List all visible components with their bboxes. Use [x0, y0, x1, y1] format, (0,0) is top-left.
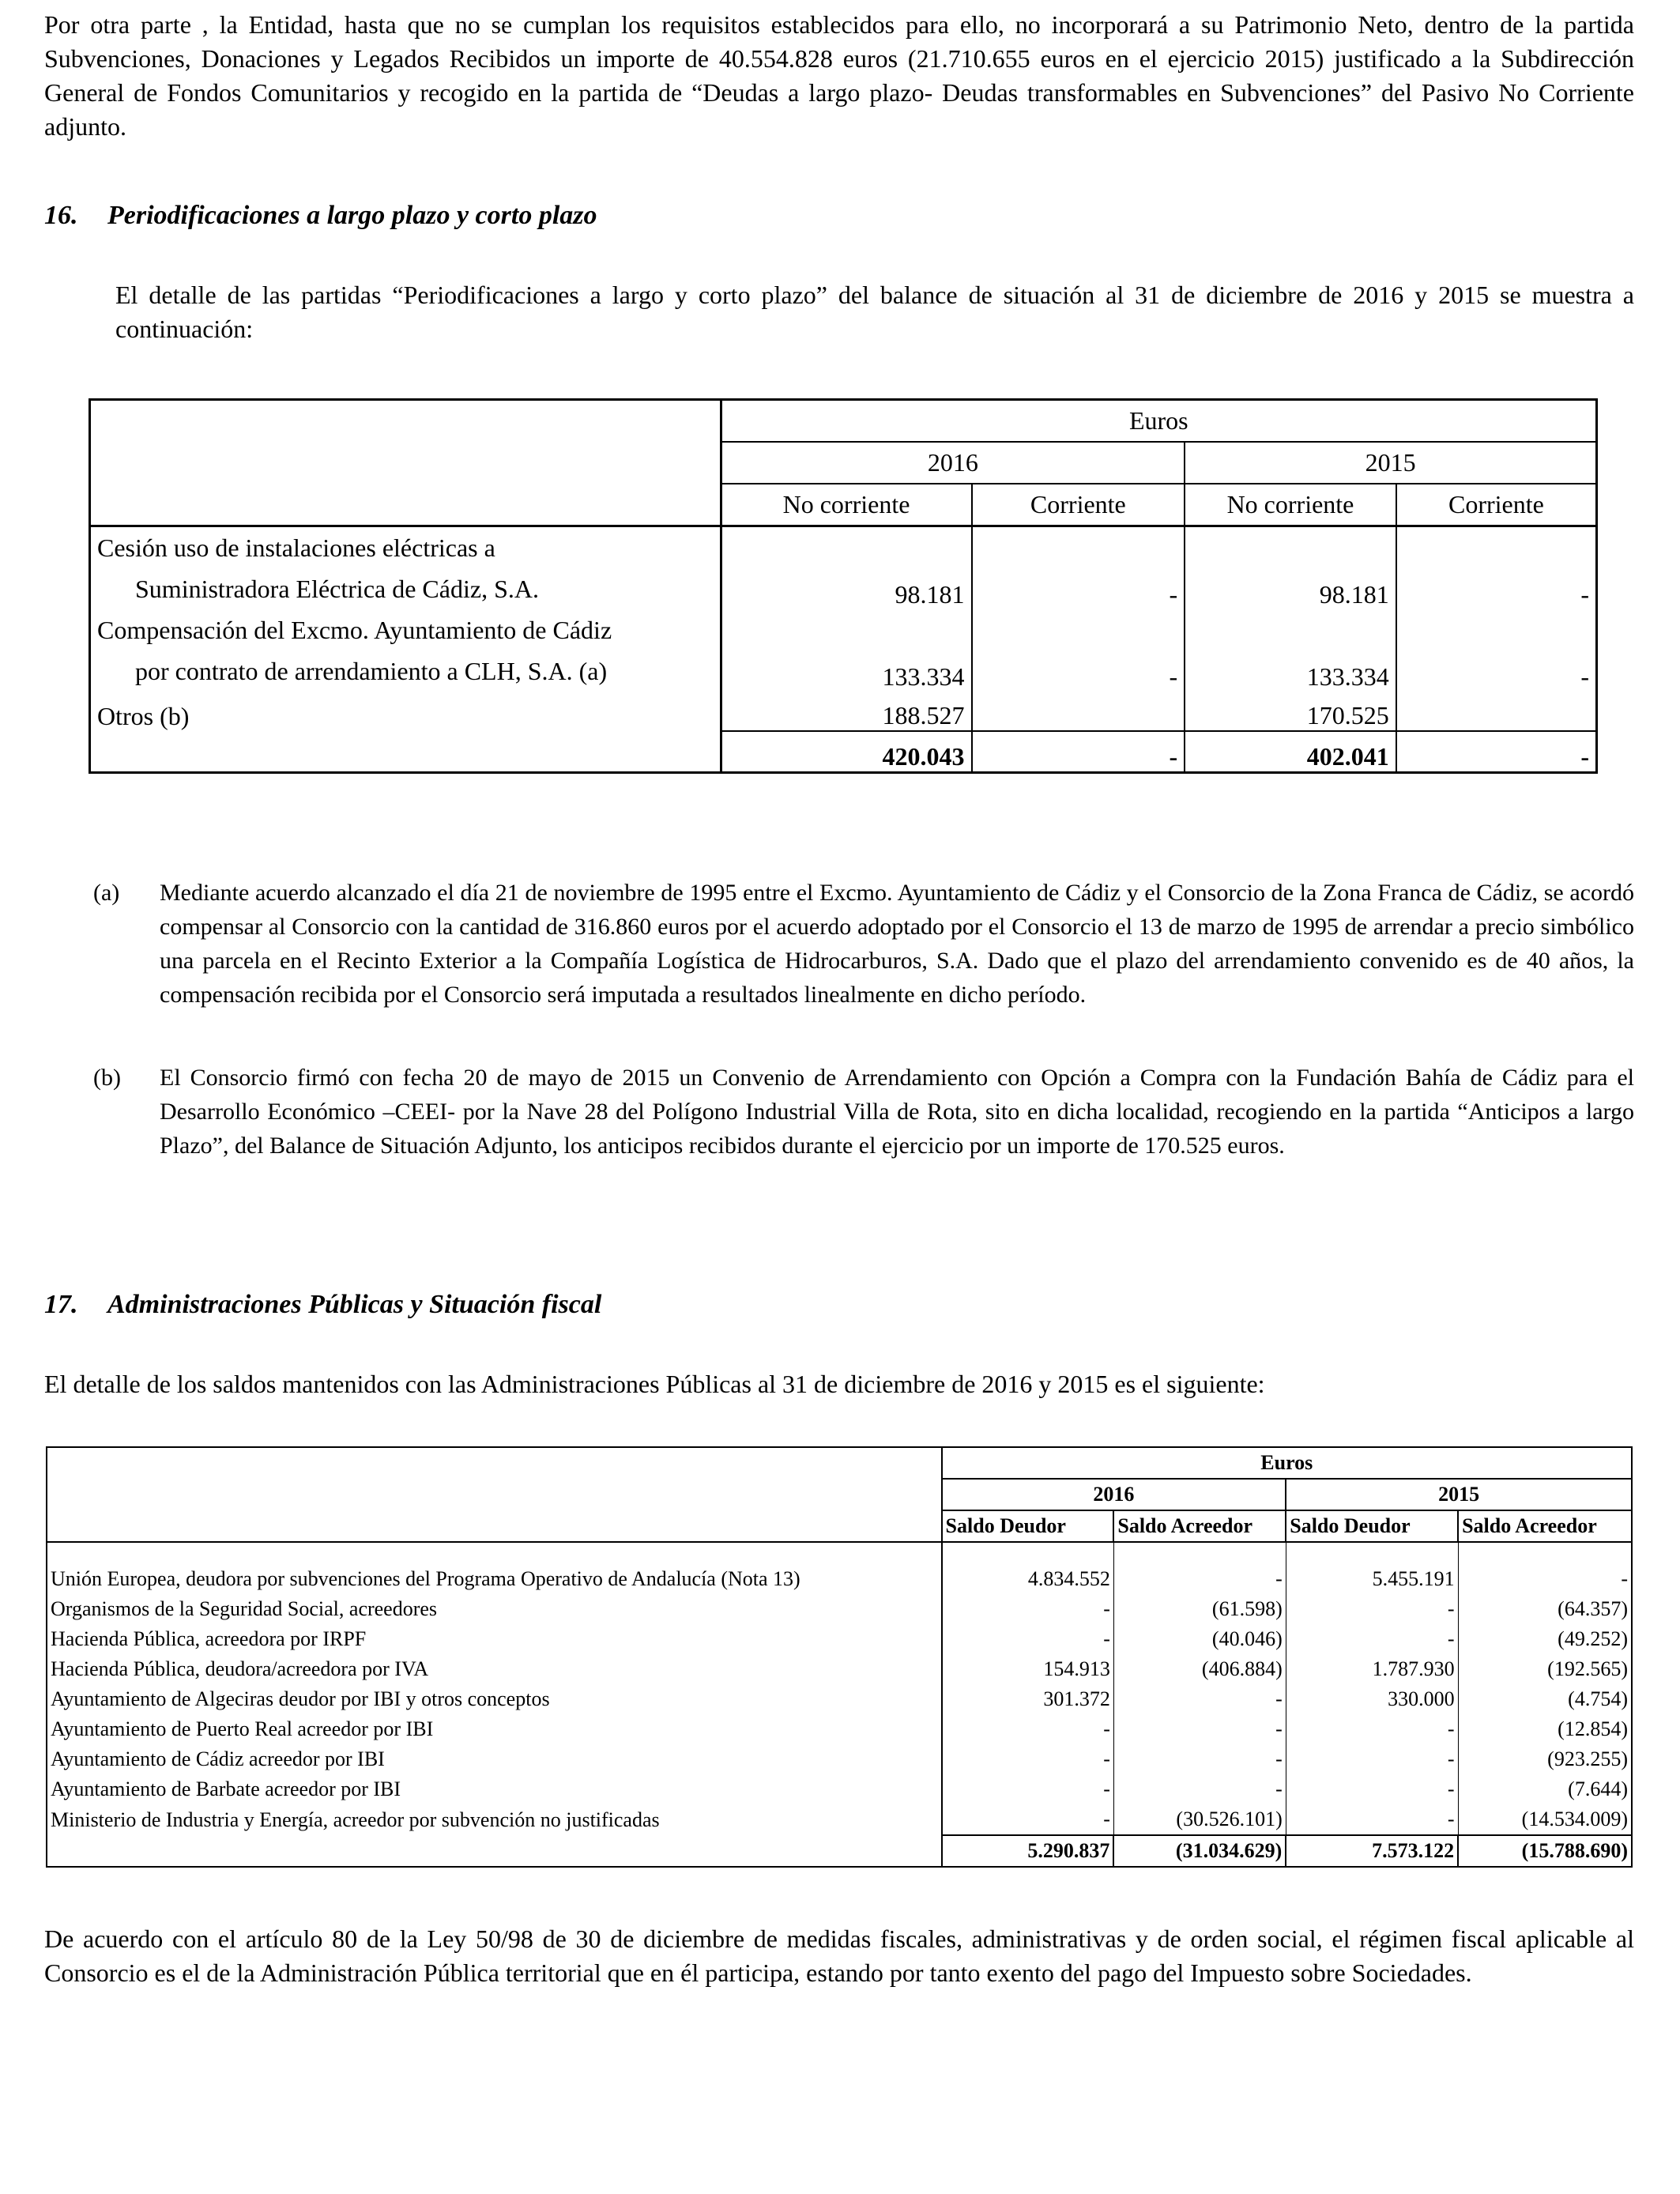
total-cell: 402.041 [1185, 731, 1396, 772]
table-cell: (40.046) [1113, 1624, 1286, 1654]
table-cell: - [1286, 1804, 1458, 1835]
table-cell: (49.252) [1458, 1624, 1632, 1654]
table-row [47, 1744, 1632, 1774]
col-corriente-2015: Corriente [1396, 484, 1597, 526]
row-label-line1: Compensación del Excmo. Ayuntamiento de Cádiz [97, 616, 612, 644]
table-cell: 1.787.930 [1286, 1654, 1458, 1684]
table-cell [1396, 692, 1597, 731]
table-corner-cell [90, 400, 721, 526]
table-cell: - [1113, 1684, 1286, 1714]
table-cell: 133.334 [1185, 609, 1396, 692]
total-cell: (15.788.690) [1458, 1835, 1632, 1867]
table-row [90, 526, 1597, 610]
row-label [90, 526, 721, 610]
table-cell: - [1286, 1594, 1458, 1624]
table-cell: 154.913 [942, 1654, 1114, 1684]
table-cell: - [1458, 1542, 1632, 1594]
footnote-text: Mediante acuerdo alcanzado el día 21 de noviembre de 1995 entre el Excmo. Ayuntamiento de Cádiz y el Consorcio de la Zona Franca de Cádiz, se acordó compensar al Consorcio con la cantidad de 316.860 euros por el acuerdo adoptado por el Consorcio el 13 de marzo de 1995 de arrendar a precio simbólico una parcela en el Recinto Exterior a la Compañía Logística de Hidrocarburos, S.A. Dado que el plazo del arrendamiento convenido es de 40 años, la compensación recibida por el Consorcio será imputada a resultados linealmente en dicho período. [160, 880, 1634, 1008]
table-cell: - [1113, 1744, 1286, 1774]
table-cell: - [942, 1804, 1114, 1835]
row-label-line1: Cesión uso de instalaciones eléctricas a [97, 533, 495, 562]
table-cell: - [942, 1714, 1114, 1744]
table-row [47, 1594, 1632, 1624]
section-16-intro: El detalle de las partidas “Periodificaciones a largo y corto plazo” del balance de situación al 31 de diciembre de 2016 y 2015 se muestra a continuación: [115, 281, 1634, 343]
total-row [47, 1835, 1632, 1867]
section-17-title: Administraciones Públicas y Situación fiscal [107, 1290, 602, 1319]
footnote-mark: (b) [93, 1065, 121, 1091]
table-cell: - [1286, 1744, 1458, 1774]
table-cell: (7.644) [1458, 1774, 1632, 1804]
table-cell: (406.884) [1113, 1654, 1286, 1684]
table-cell: 98.181 [721, 526, 971, 610]
col-corriente-2016: Corriente [972, 484, 1185, 526]
table-cell: 98.181 [1185, 526, 1396, 610]
section-16-heading [44, 201, 597, 231]
intro-paragraph: Por otra parte , la Entidad, hasta que no se cumplan los requisitos establecidos para ello, no incorporará a su Patrimonio Neto, dentro de la partida Subvenciones, Donaciones y Legados Recibidos un importe de 40.554.828 euros (21.710.655 euros en el ejercicio 2015) justificado a la Subdirección General de Fondos Comunitarios y recogido en la partida de “Deudas a largo plazo- Deudas transformables en Subvenciones” del Pasivo No Corriente adjunto. [44, 10, 1634, 141]
total-cell: 5.290.837 [942, 1835, 1114, 1867]
col-no-corriente-2015: No corriente [1185, 484, 1396, 526]
total-label [90, 731, 721, 772]
table-cell: - [972, 526, 1185, 610]
total-cell: - [1396, 731, 1597, 772]
total-label [47, 1835, 942, 1867]
table-cell: - [1286, 1774, 1458, 1804]
footnote-mark: (a) [93, 880, 120, 906]
table-cell: - [972, 609, 1185, 692]
table-cell: 170.525 [1185, 692, 1396, 731]
table-row [47, 1654, 1632, 1684]
total-cell: (31.034.629) [1113, 1835, 1286, 1867]
col-saldo-deudor-2016: Saldo Deudor [942, 1510, 1114, 1542]
section-16-title: Periodificaciones a largo plazo y corto plazo [107, 201, 597, 230]
table-cell: - [1396, 526, 1597, 610]
row-label: Ayuntamiento de Puerto Real acreedor por IBI [47, 1714, 942, 1744]
table-cell: - [942, 1594, 1114, 1624]
table-row [47, 1804, 1632, 1835]
row-label-line2: Suministradora Eléctrica de Cádiz, S.A. [135, 575, 539, 603]
section-17-intro: El detalle de los saldos mantenidos con las Administraciones Públicas al 31 de diciembre de 2016 y 2015 es el siguiente: [44, 1370, 1265, 1398]
table-row [90, 692, 1597, 731]
table-cell: (12.854) [1458, 1714, 1632, 1744]
row-label: Unión Europea, deudora por subvenciones del Programa Operativo de Andalucía (Nota 13) [47, 1542, 942, 1594]
col-saldo-deudor-2015: Saldo Deudor [1286, 1510, 1458, 1542]
table-cell: 133.334 [721, 609, 971, 692]
table-cell: - [1286, 1714, 1458, 1744]
table-cell: - [1286, 1624, 1458, 1654]
table-row [47, 1542, 1632, 1594]
euros-header: Euros [721, 400, 1596, 442]
table-cell: - [942, 1774, 1114, 1804]
euros-header: Euros [942, 1447, 1632, 1479]
table-cell: 301.372 [942, 1684, 1114, 1714]
table-cell: - [1113, 1542, 1286, 1594]
table-cell: - [942, 1744, 1114, 1774]
year-2016-header: 2016 [721, 442, 1185, 484]
row-label: Organismos de la Seguridad Social, acreedores [47, 1594, 942, 1624]
footnote-text: El Consorcio firmó con fecha 20 de mayo de 2015 un Convenio de Arrendamiento con Opción a Compra con la Fundación Bahía de Cádiz para el Desarrollo Económico –CEEI- por la Nave 28 del Polígono Industrial Villa de Rota, sito en dicha localidad, recogiendo en la partida “Anticipos a largo Plazo”, del Balance de Situación Adjunto, los anticipos recibidos durante el ejercicio por un importe de 170.525 euros. [160, 1065, 1634, 1159]
section-16-number: 16. [44, 201, 78, 230]
table-cell: 188.527 [721, 692, 971, 731]
section-17-number: 17. [44, 1290, 78, 1319]
row-label: Ayuntamiento de Cádiz acreedor por IBI [47, 1744, 942, 1774]
administraciones-table [46, 1446, 1633, 1868]
table-cell: (64.357) [1458, 1594, 1632, 1624]
periodificaciones-table [89, 398, 1598, 774]
closing-paragraph: De acuerdo con el artículo 80 de la Ley 50/98 de 30 de diciembre de medidas fiscales, administrativas y de orden social, el régimen fiscal aplicable al Consorcio es el de la Administración Pública territorial que en él participa, estando por tanto exento del pago del Impuesto sobre Sociedades. [44, 1924, 1634, 1987]
year-2015-header: 2015 [1286, 1479, 1632, 1510]
footnote-a [93, 876, 1634, 1012]
row-label-line2: por contrato de arrendamiento a CLH, S.A. (a) [135, 657, 608, 685]
table-cell [972, 692, 1185, 731]
table-cell: (30.526.101) [1113, 1804, 1286, 1835]
table-cell: 5.455.191 [1286, 1542, 1458, 1594]
table-cell: 330.000 [1286, 1684, 1458, 1714]
footnote-b [93, 1061, 1634, 1163]
row-label [90, 609, 721, 692]
col-saldo-acreedor-2015: Saldo Acreedor [1458, 1510, 1632, 1542]
total-row [90, 731, 1597, 772]
row-label: Hacienda Pública, deudora/acreedora por IVA [47, 1654, 942, 1684]
table-cell: - [1396, 609, 1597, 692]
row-label: Otros (b) [90, 692, 721, 731]
table-row [90, 609, 1597, 692]
row-label: Ayuntamiento de Algeciras deudor por IBI y otros conceptos [47, 1684, 942, 1714]
row-label: Ministerio de Industria y Energía, acreedor por subvención no justificadas [47, 1804, 942, 1835]
table-row [47, 1774, 1632, 1804]
total-cell: 420.043 [721, 731, 971, 772]
col-saldo-acreedor-2016: Saldo Acreedor [1113, 1510, 1286, 1542]
year-2016-header: 2016 [942, 1479, 1286, 1510]
table-cell: (923.255) [1458, 1744, 1632, 1774]
row-label: Ayuntamiento de Barbate acreedor por IBI [47, 1774, 942, 1804]
table-corner-cell [47, 1447, 942, 1542]
table-cell: (14.534.009) [1458, 1804, 1632, 1835]
table-cell: - [1113, 1714, 1286, 1744]
table-row [47, 1714, 1632, 1744]
row-label: Hacienda Pública, acreedora por IRPF [47, 1624, 942, 1654]
table-row [47, 1684, 1632, 1714]
table-cell: - [1113, 1774, 1286, 1804]
section-17-heading [44, 1290, 601, 1320]
total-cell: 7.573.122 [1286, 1835, 1458, 1867]
table-row [47, 1624, 1632, 1654]
table-cell: (61.598) [1113, 1594, 1286, 1624]
table-cell: - [942, 1624, 1114, 1654]
table-cell: (4.754) [1458, 1684, 1632, 1714]
table-cell: 4.834.552 [942, 1542, 1114, 1594]
col-no-corriente-2016: No corriente [721, 484, 971, 526]
table-cell: (192.565) [1458, 1654, 1632, 1684]
total-cell: - [972, 731, 1185, 772]
year-2015-header: 2015 [1185, 442, 1596, 484]
